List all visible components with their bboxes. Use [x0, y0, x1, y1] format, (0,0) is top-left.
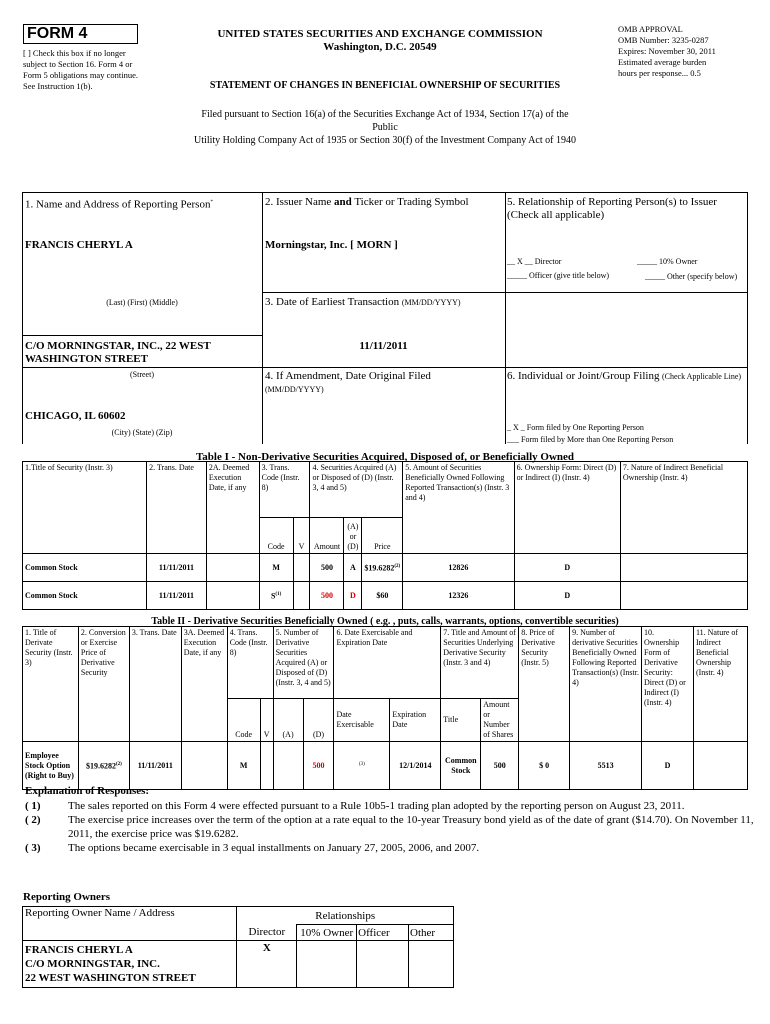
footnote: ( 1) The sales reported on this Form 4 were effected pursuant to a Rule 10b5-1 trading plan adopted by the reporting person on August 23, 2011. [25, 800, 685, 812]
owners-col-director: Director [237, 925, 297, 941]
trans-code: $S^{(1)}$ [259, 582, 293, 610]
t1-h7: 7. Nature of Indirect Beneficial Ownership (Instr. 4) [620, 462, 747, 554]
trans-date: 11/11/2011 [147, 554, 207, 582]
t1-h2: 2. Trans. Date [147, 462, 207, 554]
price: $60 [362, 582, 403, 610]
derivative-form: D [642, 742, 694, 790]
explanation-list [25, 799, 755, 855]
owner10-check: _____ 10% Owner [637, 257, 698, 266]
amount: 500 [310, 554, 344, 582]
t2-h2: 2. Conversion or Exercise Price of Derivative Security [78, 627, 129, 742]
owner-director-mark: X [237, 941, 297, 988]
reporting-person-city: CHICAGO, IL 60602 [25, 410, 126, 422]
security-title: Common Stock [23, 554, 147, 582]
table1-title: Table I - Non-Derivative Securities Acquired, Disposed of, or Beneficially Owned [195, 451, 575, 463]
date-exercisable: (3) [334, 742, 390, 790]
t2-sub-d: (D) [303, 699, 334, 742]
form-title: FORM 4 [27, 25, 88, 42]
box6-label: 6. Individual or Joint/Group Filing (Check Applicable Line) [507, 370, 742, 382]
t1-sub-amount: Amount [310, 518, 344, 554]
filed-line: Public [372, 122, 398, 133]
form-title-box [23, 24, 138, 44]
t1-sub-price: Price [362, 518, 403, 554]
ownership-form: D [514, 554, 620, 582]
table-row [23, 582, 748, 610]
t2-sub-title: Title [441, 699, 481, 742]
t2-sub-a: (A) [273, 699, 303, 742]
reporting-person-street: C/O MORNINGSTAR, INC., 22 WEST WASHINGTON STREET [25, 340, 211, 365]
director-check: __ X __ Director [507, 257, 562, 266]
security-title: Common Stock [23, 582, 147, 610]
acquired-disposed: A [344, 554, 362, 582]
agency-name: UNITED STATES SECURITIES AND EXCHANGE COMMISSION [217, 28, 543, 40]
expiration-date: 12/1/2014 [390, 742, 441, 790]
owner-name-address: FRANCIS CHERYL A C/O MORNINGSTAR, INC. 22 WEST WASHINGTON STREET [23, 941, 237, 988]
earliest-transaction-date: 11/11/2011 [359, 340, 408, 352]
omb-line: OMB APPROVAL [618, 24, 683, 34]
t1-sub-code: Code [259, 518, 293, 554]
omb-line: Estimated average burden [618, 57, 707, 67]
trans-code: M [227, 742, 260, 790]
reporting-person-name: FRANCIS CHERYL A [25, 239, 133, 251]
multi-person-filing: ___ Form filed by More than One Reporting Person [507, 435, 674, 444]
name-parts-label: (Last) (First) (Middle) [106, 298, 178, 307]
owners-title: Reporting Owners [23, 891, 111, 903]
t2-sub-v: V [260, 699, 273, 742]
ownership-form: D [514, 582, 620, 610]
box4-label: 4. If Amendment, Date Original Filed [265, 370, 431, 382]
derivative-title: Employee Stock Option (Right to Buy) [23, 742, 79, 790]
t2-h11: 11. Nature of Indirect Beneficial Ownership (Instr. 4) [693, 627, 747, 742]
table2 [22, 626, 748, 790]
t2-h3a: 3A. Deemed Execution Date, if any [181, 627, 227, 742]
trans-date: 11/11/2011 [129, 742, 181, 790]
underlying-amount: 500 [481, 742, 519, 790]
agency-block [170, 28, 590, 54]
t1-h2a: 2A. Deemed Execution Date, if any [206, 462, 259, 554]
statement-title: STATEMENT OF CHANGES IN BENEFICIAL OWNERSHIP OF SECURITIES [209, 80, 561, 91]
omb-line: OMB Number: 3235-0287 [618, 35, 709, 45]
amount-owned: 12326 [403, 582, 514, 610]
table-row [23, 554, 748, 582]
filed-line: Utility Holding Company Act of 1935 or Section 30(f) of the Investment Company Act of 1940 [194, 135, 576, 146]
t1-sub-aord: (A) or (D) [344, 518, 362, 554]
explanation-title: Explanation of Responses: [25, 785, 150, 797]
t1-sub-v: V [293, 518, 310, 554]
t1-h6: 6. Ownership Form: Direct (D) or Indirect (I) (Instr. 4) [514, 462, 620, 554]
t1-h3: 3. Trans. Code (Instr. 8) [259, 462, 310, 518]
t2-h8: 8. Price of Derivative Security (Instr. 5) [519, 627, 570, 742]
street-label: (Street) [130, 370, 154, 379]
t1-h4: 4. Securities Acquired (A) or Disposed of (D) (Instr. 3, 4 and 5) [310, 462, 403, 518]
t2-h7: 7. Title and Amount of Securities Underlying Derivative Security (Instr. 3 and 4) [441, 627, 519, 699]
conversion-price: $19.6282$^{(2)}$ [78, 742, 129, 790]
t2-sub-code: Code [227, 699, 260, 742]
t2-sub-exer: Date Exercisable [334, 699, 390, 742]
t2-sub-exp: Expiration Date [390, 699, 441, 742]
t1-h1: 1.Title of Security (Instr. 3) [23, 462, 147, 554]
owners-col-name: Reporting Owner Name / Address [23, 907, 237, 941]
checkbox-note: [ ] Check this box if no longer subject to Section 16. Form 4 or Form 5 obligations may continue. See Instruction 1(b). [23, 48, 138, 91]
omb-line: hours per response... 0.5 [618, 68, 701, 78]
footnote: ( 3) The options became exercisable in 3 equal installments on January 27, 2005, 2006, and 2007. [25, 842, 480, 854]
derivative-price: $ 0 [519, 742, 570, 790]
table1 [22, 461, 748, 610]
owners-col-owner10: 10% Owner [297, 925, 357, 941]
box2-label: 2. Issuer Name and Ticker or Trading Symbol [265, 196, 469, 208]
box4-label-small: (MM/DD/YYYY) [265, 385, 324, 394]
t2-h6: 6. Date Exercisable and Expiration Date [334, 627, 441, 699]
owners-table [22, 906, 454, 988]
box1-label: 1. Name and Address of Reporting Person* [25, 198, 213, 211]
t2-h4: 4. Trans. Code (Instr. 8) [227, 627, 273, 699]
t2-h3: 3. Trans. Date [129, 627, 181, 742]
disposed-amount: 500 [303, 742, 334, 790]
officer-check: _____ Officer (give title below) [507, 271, 610, 280]
amount-owned: 12826 [403, 554, 514, 582]
t2-h1: 1. Title of Derivate Security (Instr. 3) [23, 627, 79, 742]
table-row [23, 742, 748, 790]
box3-label: 3. Date of Earliest Transaction (MM/DD/YYYY) [265, 296, 461, 308]
underlying-title: Common Stock [441, 742, 481, 790]
trans-code: M [259, 554, 293, 582]
trans-date: 11/11/2011 [147, 582, 207, 610]
table2-title: Table II - Derivative Securities Beneficially Owned ( e.g. , puts, calls, warrants, options, convertible securities) [151, 616, 619, 627]
filed-line: Filed pursuant to Section 16(a) of the Securities Exchange Act of 1934, Section 17(a) of the [201, 109, 569, 120]
other-check: _____ Other (specify below) [645, 272, 738, 281]
t1-h5: 5. Amount of Securities Beneficially Owned Following Reported Transaction(s) (Instr. 3 and 4) [403, 462, 514, 554]
t2-h10: 10. Ownership Form of Derivative Security: Direct (D) or Indirect (I) (Instr. 4) [642, 627, 694, 742]
omb-line: Expires: November 30, 2011 [618, 46, 716, 56]
t2-sub-amt: Amount or Number of Shares [481, 699, 519, 742]
one-person-filing: _ X _ Form filed by One Reporting Person [507, 423, 644, 432]
owners-col-officer: Officer [357, 925, 409, 941]
t2-h5: 5. Number of Derivative Securities Acquired (A) or Disposed of (D) (Instr. 3, 4 and 5) [273, 627, 334, 699]
top-grid [22, 192, 748, 444]
city-label: (City) (State) (Zip) [111, 428, 173, 437]
owners-col-rel: Relationships [237, 907, 454, 925]
footnote: ( 2) The exercise price increases over the term of the option at a rate equal to the 10-year Treasury bond yield as of the date of grant ($14.70). On November 11, 2011, the exercise price was $19.6282. [25, 814, 754, 840]
owners-col-other: Other [409, 925, 454, 941]
derivative-owned: 5513 [570, 742, 642, 790]
omb-block [618, 24, 768, 79]
t2-h9: 9. Number of derivative Securities Beneficially Owned Following Reported Transaction(s) (Instr. 4) [570, 627, 642, 742]
agency-city: Washington, D.C. 20549 [323, 41, 437, 53]
box5-label: 5. Relationship of Reporting Person(s) to Issuer (Check all applicable) [507, 196, 717, 221]
issuer-name: Morningstar, Inc. [ MORN ] [265, 239, 398, 251]
acquired-disposed: D [344, 582, 362, 610]
amount: 500 [310, 582, 344, 610]
price: $19.6282$^{(2)}$ [362, 554, 403, 582]
filed-pursuant [120, 108, 650, 147]
